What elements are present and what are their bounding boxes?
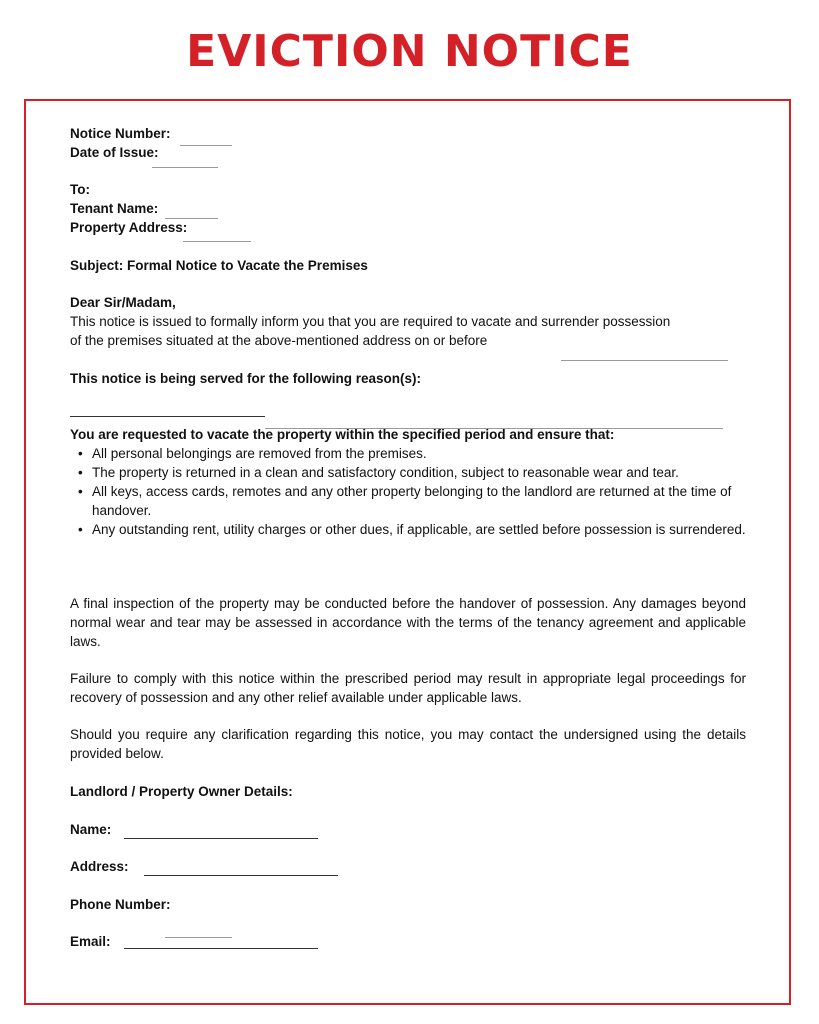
subject-line: Subject: Formal Notice to Vacate the Premises: [70, 258, 368, 273]
bullet-icon: •: [78, 484, 83, 499]
notice-number-label: Notice Number:: [70, 126, 171, 141]
notice-number-line: [180, 145, 232, 146]
salutation: Dear Sir/Madam,: [70, 295, 176, 310]
intro-line-2: of the premises situated at the above-mentioned address on or before: [70, 333, 488, 348]
property-address-label: Property Address:: [70, 220, 188, 235]
landlord-address-line: [144, 875, 338, 876]
list-item: • All keys, access cards, remotes and any other property belonging to the landlord are returned at the time of handover.: [78, 484, 732, 518]
date-of-issue-label: Date of Issue:: [70, 145, 159, 160]
landlord-name-label: Name:: [70, 822, 112, 837]
landlord-phone-label: Phone Number:: [70, 897, 171, 912]
landlord-email-label: Email:: [70, 934, 111, 949]
landlord-heading: Landlord / Property Owner Details:: [70, 784, 293, 799]
reasons-heading: This notice is being served for the following reason(s):: [70, 371, 422, 386]
vacate-date-line: [561, 360, 728, 361]
requirements-list: [70, 444, 772, 539]
to-label: To:: [70, 182, 90, 197]
bullet-icon: •: [78, 465, 83, 480]
vacate-heading: You are requested to vacate the property within the specified period and ensure that:: [70, 427, 615, 442]
landlord-name-line: [124, 838, 318, 839]
intro-line-1: This notice is issued to formally inform you that you are required to vacate and surrender possession: [70, 314, 671, 329]
landlord-email-line: [124, 948, 318, 949]
list-item: • Any outstanding rent, utility charges or other dues, if applicable, are settled before possession is surrendered.: [78, 522, 746, 537]
landlord-address-label: Address:: [70, 859, 129, 874]
list-item: • The property is returned in a clean and satisfactory condition, subject to reasonable wear and tear.: [78, 465, 679, 480]
bullet-icon: •: [78, 522, 83, 537]
date-of-issue-line: [152, 167, 218, 168]
property-address-line: [183, 241, 251, 242]
bullet-icon: •: [78, 446, 83, 461]
tenant-name-label: Tenant Name:: [70, 201, 159, 216]
failure-paragraph: Failure to comply with this notice within the prescribed period may result in appropriate legal proceedings for recovery of possession and any other relief available under applicable laws.: [70, 671, 746, 705]
clarification-paragraph: Should you require any clarification regarding this notice, you may contact the undersigned using the details provided below.: [70, 727, 746, 761]
inspection-paragraph: A final inspection of the property may be conducted before the handover of possession. Any damages beyond normal wear and tear may be assessed in accordance with the terms of the tenancy agreement and applicable laws.: [70, 596, 746, 649]
document-title: EVICTION NOTICE: [186, 26, 633, 77]
list-item: • All personal belongings are removed from the premises.: [78, 446, 427, 461]
reasons-line-short: [70, 416, 265, 417]
landlord-email-line-top: [165, 937, 232, 938]
